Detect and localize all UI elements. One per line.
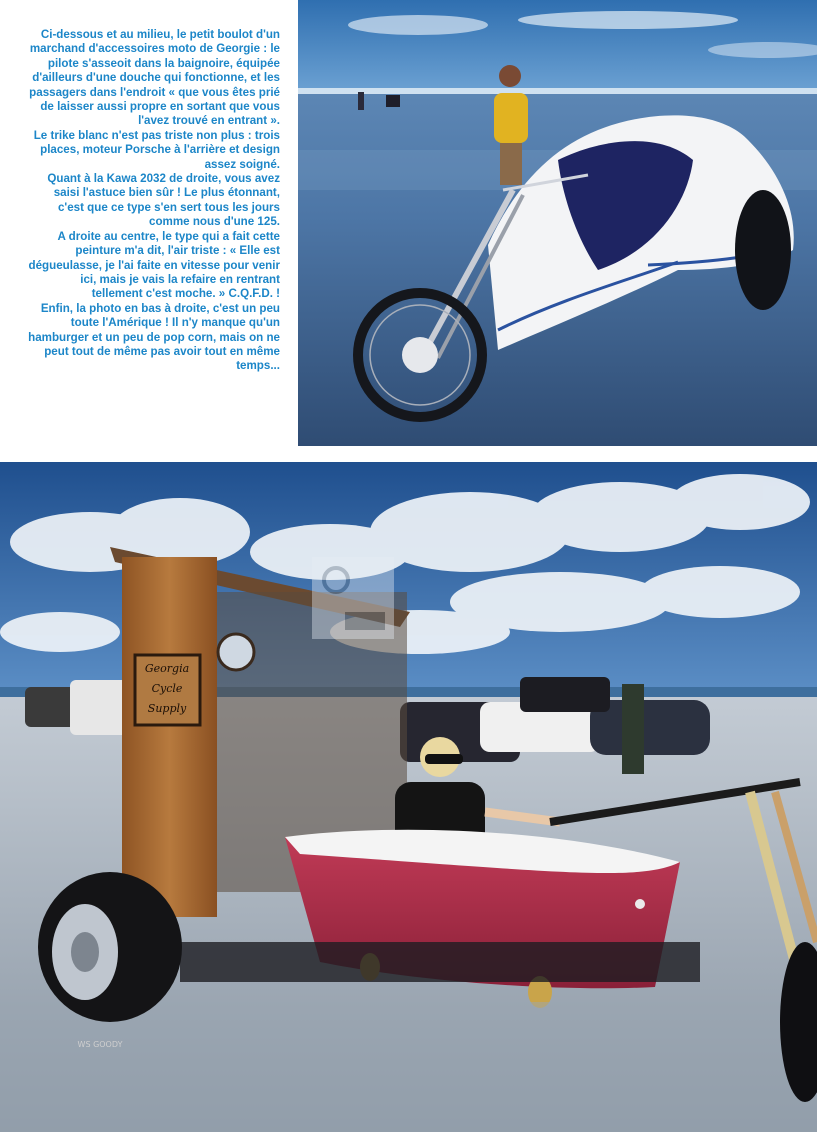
watermark-logo — [312, 557, 394, 639]
sign-line-3: Supply — [147, 702, 187, 715]
bathtub-outhouse-trike-photo — [0, 462, 817, 1132]
sign-line-2: Cycle — [151, 682, 183, 695]
caption-paragraph-5: Enfin, la photo en bas à droite, c'est un peu toute l'Amérique ! Il n'y manque qu'un hamburger et un peu de pop corn, mais on ne peut tout de même pas avoir tout en même temps... — [28, 301, 280, 373]
caption-paragraph-2: Le trike blanc n'est pas triste non plus : trois places, moteur Porsche à l'arrière et design assez soigné. — [33, 128, 280, 171]
caption-paragraph-4: A droite au centre, le type qui a fait cette peinture m'a dit, l'air triste : « Elle est dégueulasse, je l'ai faite en vitesse pour venir ici, mais je vais la refaire en rentrant tellement c'est moche. » C.Q.F.D. ! — [28, 229, 280, 301]
caption-text-block — [28, 28, 280, 374]
tire-sidewall-text: WS GOODY — [77, 1040, 123, 1049]
caption-paragraph-3: Quant à la Kawa 2032 de droite, vous avez saisi l'astuce bien sûr ! Le plus étonnant, c'est que ce type s'en sert tous les jours comme nous d'une 125. — [47, 172, 280, 229]
sign-line-1: Georgia — [144, 662, 190, 675]
trike-on-beach-photo — [298, 0, 817, 446]
caption-paragraph-1: Ci-dessous et au milieu, le petit boulot d'un marchand d'accessoires moto de Georgie : le pilote s'asseoit dans la baignoire, équipée d'ailleurs d'une douche qui fonctionne, et les passagers dans l'endroit « que vous êtes prié de laisser aussi propre en sortant que vous l'avez trouvé en entrant ». — [29, 28, 280, 128]
